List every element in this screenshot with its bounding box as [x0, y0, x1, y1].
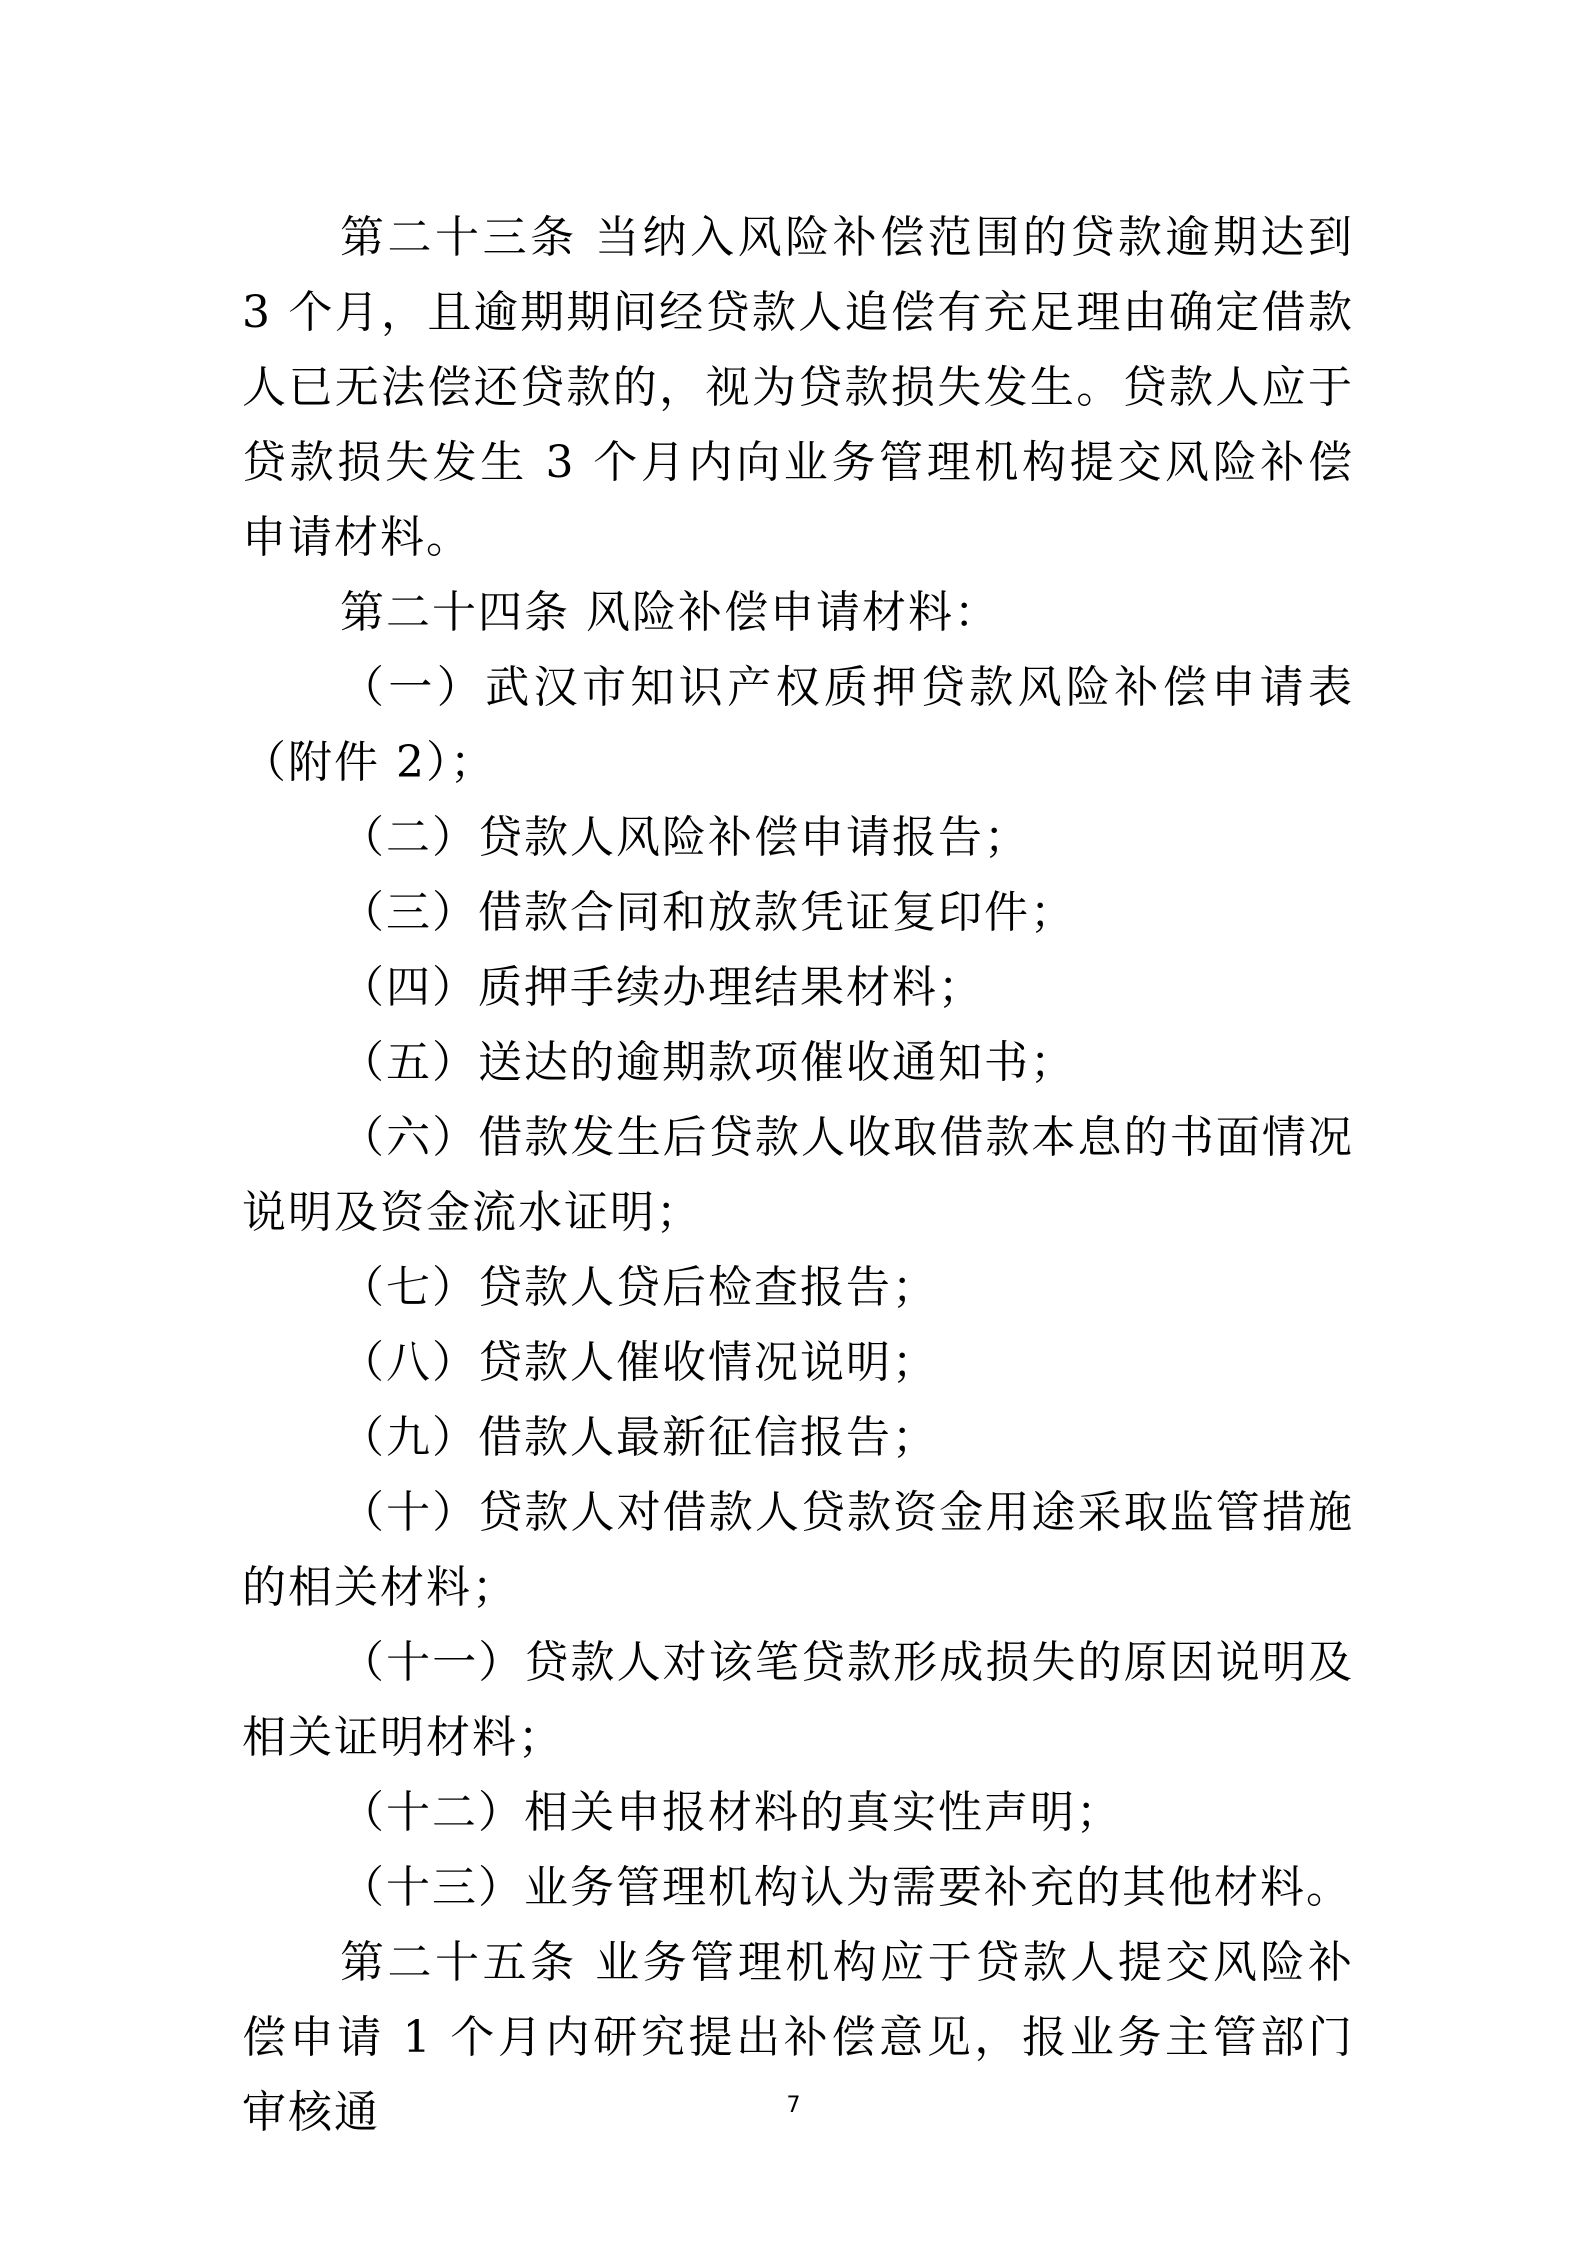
list-item: （三）借款合同和放款凭证复印件； — [340, 887, 1076, 938]
list-item: （十三）业务管理机构认为需要补充的其他材料。 — [340, 1862, 1352, 1913]
list-item: （十）贷款人对借款人贷款资金用途采取监管措施的相关材料； — [242, 1487, 1354, 1613]
list-item: （四）质押手续办理结果材料； — [340, 962, 984, 1013]
list-item: （七）贷款人贷后检查报告； — [340, 1262, 938, 1313]
list-item: （六）借款发生后贷款人收取借款本息的书面情况说明及资金流水证明； — [242, 1112, 1354, 1238]
list-item: （一）武汉市知识产权质押贷款风险补偿申请表（附件 2）； — [242, 662, 1354, 788]
list-item: （二）贷款人风险补偿申请报告； — [340, 812, 1030, 863]
list-item: （八）贷款人催收情况说明； — [340, 1337, 938, 1388]
document-body — [242, 200, 1354, 2150]
list-item: （十二）相关申报材料的真实性声明； — [340, 1787, 1122, 1838]
page-number: 7 — [786, 2093, 801, 2118]
list-item: （九）借款人最新征信报告； — [340, 1412, 938, 1463]
article-25-paragraph: 第二十五条 业务管理机构应于贷款人提交风险补偿申请 1 个月内研究提出补偿意见，报业务主管部门审核通 — [242, 1937, 1354, 2138]
list-item: （五）送达的逾期款项催收通知书； — [340, 1037, 1076, 1088]
list-item: （十一）贷款人对该笔贷款形成损失的原因说明及相关证明材料； — [242, 1637, 1354, 1763]
article-24-paragraph: 第二十四条 风险补偿申请材料： — [340, 587, 1000, 638]
article-23-paragraph: 第二十三条 当纳入风险补偿范围的贷款逾期达到 3 个月，且逾期期间经贷款人追偿有充足理由确定借款人已无法偿还贷款的，视为贷款损失发生。贷款人应于贷款损失发生 3 个月内向业务管理机构提交风险补偿申请材料。 — [242, 212, 1354, 563]
